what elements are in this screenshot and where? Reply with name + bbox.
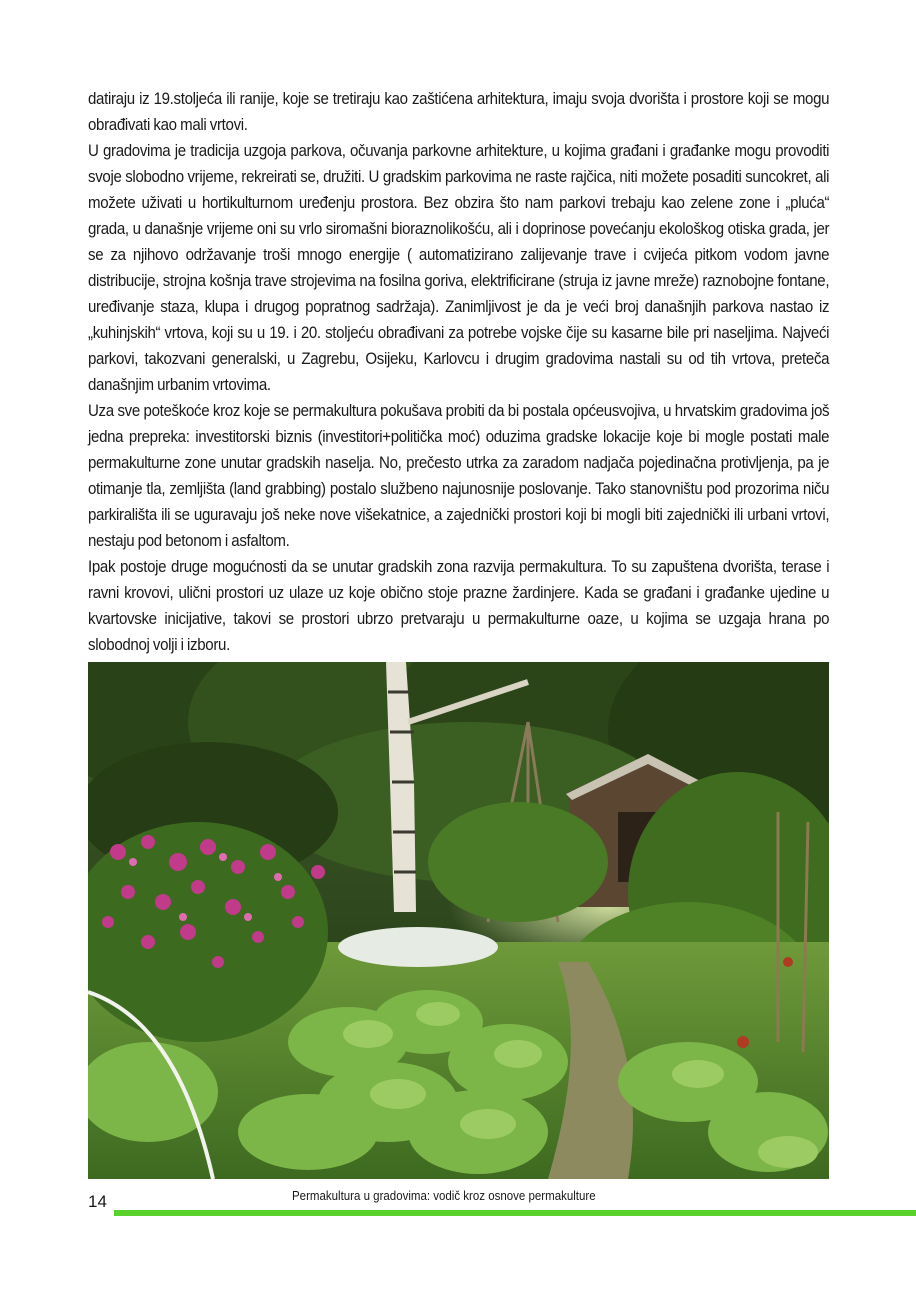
paragraph-2: U gradovima je tradicija uzgoja parkova, očuvanja parkovne arhitekture, u kojima građani i građanke mogu provoditi svoje slobodno vrijeme, rekreirati se, družiti. U gradskim parkovima ne raste rajčica, niti možete posaditi suncokret, ali možete uživati u hortikulturnom uređenju prostora. Bez obzira što nam parkovi trebaju kao zelene zone i „pluća“ grada, u današnje vrijeme oni su vrlo siromašni bioraznolikošću, ali i doprinose povećanju ekološkog otiska grada, jer se za njihovo održavanje troši mnogo energije ( automatizirano zalijevanje trave i cvijeća pitkom vodom javne distribucije, strojna košnja trave strojevima na fosilna goriva, elektrificirane (struja iz javne mreže) raznobojne fontane, uređivanje staza, klupa i drugog popratnog sadržaja). Zanimljivost je da je veći broj današnjih parkova nastao iz „kuhinjskih“ vrtova, koji su u 19. i 20. stoljeću obrađivani za potrebe vojske čije su kasarne bile pri naseljima. Najveći parkovi, takozvani generalski, u Zagrebu, Osijeku, Karlovcu i drugim gradovima nastali su od tih vrtova, preteča današnjim urbanim vrtovima.	[88, 142, 830, 394]
paragraph-1: datiraju iz 19.stoljeća ili ranije, koje se tretiraju kao zaštićena arhitektura, imaju svoja dvorišta i prostore koji se mogu obrađivati kao mali vrtovi.	[88, 90, 830, 134]
paragraph-4: Ipak postoje druge mogućnosti da se unutar gradskih zona razvija permakultura. To su zapuštena dvorišta, terase i ravni krovovi, ulični prostori uz ulaze uz koje obično stoje prazne žardinjere. Kada se građani i građanke ujedine u kvartovske inicijative, takovi se prostori ubrzo pretvaraju u permakulturne oaze, u kojima se uzgaja hrana po slobodnoj volji i izboru.	[88, 558, 830, 654]
footer-title: Permakultura u gradovima: vodič kroz osnove permakulture	[292, 1189, 596, 1203]
page-number: 14	[88, 1192, 107, 1211]
footer-rule	[114, 1210, 916, 1216]
body-text	[88, 86, 829, 658]
paragraph-3: Uza sve poteškoće kroz koje se permakultura pokušava probiti da bi postala općeusvojiva, u hrvatskim gradovima još jedna prepreka: investitorski biznis (investitori+politička moć) oduzima gradske lokacije koje bi mogle postati male permakulturne zone unutar gradskih naselja. No, prečesto utrka za zaradom nadjača pojedinačna protivljenja, pa je otimanje tla, zemljišta (land grabbing) postalo službeno najunosnije poslovanje. Tako stanovništu pod prozorima niču parkirališta ili se uguravaju još neke nove višekatnice, a zajednički prostori koji bi mogli biti zajednički ili urbani vrtovi, nestaju pod betonom i asfaltom.	[88, 402, 830, 550]
garden-photo	[88, 662, 829, 1179]
